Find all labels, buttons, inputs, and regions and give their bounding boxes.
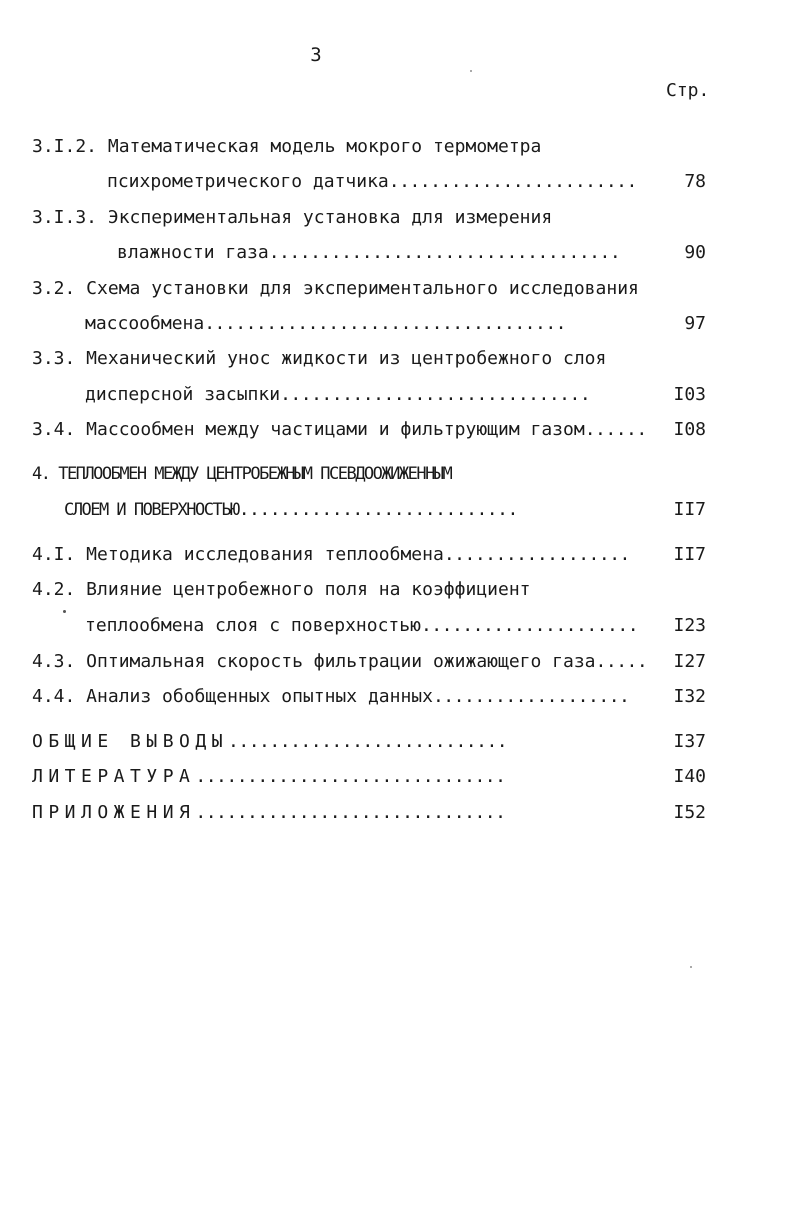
toc-entry-text: ОБЩИЕ ВЫВОДЫ xyxy=(32,731,229,752)
toc-entry-text: психрометрического датчика xyxy=(107,171,389,192)
toc-entry-continuation xyxy=(85,384,590,406)
toc-page-number: I37 xyxy=(673,731,706,752)
toc-entry-text: массообмена xyxy=(85,313,205,334)
toc-entry-text: 3.3. Механический унос жидкости из центробежного слоя xyxy=(32,348,607,369)
toc-section-title xyxy=(32,731,507,753)
toc-entry-text: 4.4. Анализ обобщенных опытных данных xyxy=(32,686,433,707)
toc-page-number: I27 xyxy=(673,651,706,672)
toc-entry-text: 4.I. Методика исследования теплообмена xyxy=(32,544,444,565)
toc-entry-continuation xyxy=(107,171,637,193)
toc-entry-text: ПРИЛОЖЕНИЯ xyxy=(32,802,196,823)
toc-chapter-title xyxy=(32,463,451,485)
toc-entry-text: 3.2. Схема установки для экспериментального исследования xyxy=(32,278,639,299)
toc-entry-text: 3.I.2. Математическая модель мокрого термометра xyxy=(32,136,542,157)
toc-entry-title xyxy=(32,348,606,370)
toc-entry-continuation xyxy=(85,615,638,637)
toc-leader: ........................ xyxy=(388,171,637,192)
toc-entry-text: дисперсной засыпки xyxy=(85,384,281,405)
toc-entry-title xyxy=(32,686,629,708)
toc-page-number: II7 xyxy=(673,544,706,565)
scan-speck xyxy=(690,966,692,968)
toc-leader: .................................. xyxy=(268,242,621,263)
toc-page-number: II7 xyxy=(673,499,706,520)
toc-leader: ........................... xyxy=(238,499,518,520)
toc-entry-title xyxy=(32,544,630,566)
toc-entry-continuation xyxy=(85,313,566,335)
toc-entry-title xyxy=(32,207,552,229)
toc-leader: ..................... xyxy=(420,615,639,636)
stray-mark xyxy=(63,610,66,613)
toc-entry-text: 4.3. Оптимальная скорость фильтрации ожижающего газа xyxy=(32,651,596,672)
toc-page-number: I52 xyxy=(673,802,706,823)
scan-speck xyxy=(470,70,472,72)
toc-leader: ........................... xyxy=(228,731,508,752)
toc-entry-text: СЛОЕМ И ПОВЕРХНОСТЬЮ xyxy=(64,500,239,520)
toc-entry-text: 4.2. Влияние центробежного поля на коэффициент xyxy=(32,579,531,600)
toc-leader: .................. xyxy=(443,544,630,565)
toc-page-number: I32 xyxy=(673,686,706,707)
page-column-label: Стр. xyxy=(666,80,710,101)
toc-section-title xyxy=(32,766,505,788)
toc-entry-text: 4. ТЕПЛООБМЕН МЕЖДУ ЦЕНТРОБЕЖНЫМ ПСЕВДООЖИЖЕННЫМ xyxy=(32,464,452,484)
toc-entry-text: теплообмена слоя с поверхностью xyxy=(85,615,421,636)
toc-page-number: I40 xyxy=(673,766,706,787)
toc-entry-title xyxy=(32,136,541,158)
toc-entry-text: 3.4. Массообмен между частицами и фильтрующим газом xyxy=(32,419,585,440)
toc-page-number: I08 xyxy=(673,419,706,440)
toc-entry-continuation xyxy=(117,242,620,264)
toc-entry-text: влажности газа xyxy=(117,242,269,263)
toc-leader: .............................. xyxy=(195,802,506,823)
toc-entry-title xyxy=(32,278,639,300)
toc-leader: ................... xyxy=(432,686,630,707)
toc-leader: .............................. xyxy=(195,766,506,787)
toc-entry-title xyxy=(32,419,647,441)
toc-leader: ..... xyxy=(595,651,648,672)
toc-entry-title xyxy=(32,651,647,673)
toc-page-number: 97 xyxy=(684,313,706,334)
page-number: 3 xyxy=(310,44,322,66)
toc-leader: .............................. xyxy=(280,384,591,405)
toc-entry-text: 3.I.3. Экспериментальная установка для измерения xyxy=(32,207,553,228)
toc-page-number: I03 xyxy=(673,384,706,405)
toc-page-number: I23 xyxy=(673,615,706,636)
toc-chapter-continuation xyxy=(64,499,518,521)
toc-leader: ...... xyxy=(584,419,647,440)
toc-page-number: 78 xyxy=(684,171,706,192)
toc-section-title xyxy=(32,802,505,824)
toc-entry-text: ЛИТЕРАТУРА xyxy=(32,766,196,787)
toc-page-number: 90 xyxy=(684,242,706,263)
toc-entry-title xyxy=(32,579,531,601)
toc-leader: ................................... xyxy=(204,313,567,334)
